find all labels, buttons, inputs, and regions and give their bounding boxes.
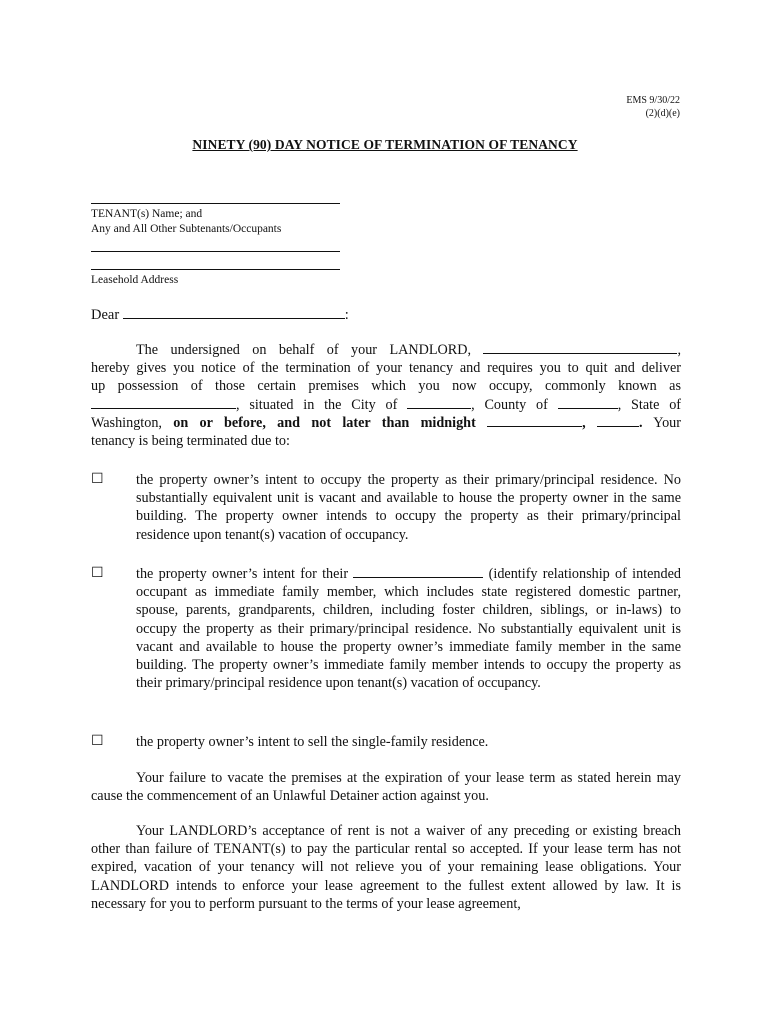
situated-text: , situated in the City of xyxy=(236,396,398,413)
address-line-2[interactable] xyxy=(91,269,340,270)
notice-line-3: up possession of those certain premises which you now occupy, commonly known as xyxy=(91,378,681,395)
dear-text: Dear xyxy=(91,307,120,323)
city-blank[interactable] xyxy=(407,396,471,409)
county-blank[interactable] xyxy=(558,396,618,409)
address-label: Leasehold Address xyxy=(91,274,179,286)
tenant-label xyxy=(91,207,281,237)
deadline-text: on or before, and not later than midnight xyxy=(173,414,476,431)
washington-text: Washington, xyxy=(91,414,162,431)
option-3-checkbox[interactable]: ☐ xyxy=(91,734,104,749)
option-2-start: the property owner’s intent for their xyxy=(136,566,349,582)
landlord-name-blank[interactable] xyxy=(483,341,677,354)
relationship-blank[interactable] xyxy=(353,565,483,578)
notice-line-5 xyxy=(91,414,681,432)
notice-line-2: hereby gives you notice of the termination of your tenancy and requires you to quit and deliver xyxy=(91,360,681,377)
form-code-line-2: (2)(d)(e) xyxy=(645,108,680,119)
deadline-sep: , xyxy=(582,414,586,431)
option-1-checkbox[interactable]: ☐ xyxy=(91,472,104,487)
notice-paragraph xyxy=(91,341,681,450)
deadline-end: . xyxy=(638,414,643,431)
option-2-text xyxy=(136,565,681,692)
tenant-name-line[interactable] xyxy=(91,203,340,204)
salutation xyxy=(91,306,349,324)
option-1-text: the property owner’s intent to occupy the property as their primary/principal residence. No substantially equivalent unit is vacant and available to house the property owner in the same building. The property owner intends to occupy the property as their primary/principal residence upon tenant(s) vacation of occupancy. xyxy=(136,472,681,543)
county-text: , County of xyxy=(471,396,548,413)
tenant-label-line-1: TENANT(s) Name; and xyxy=(91,208,203,220)
your-text: Your xyxy=(653,414,682,431)
notice-line-6: tenancy is being terminated due to: xyxy=(91,433,290,450)
notice-line-4 xyxy=(91,396,681,414)
document-title: NINETY (90) DAY NOTICE OF TERMINATION OF TENANCY xyxy=(192,137,578,152)
notice-intro: The undersigned on behalf of your LANDLORD, xyxy=(136,342,472,358)
deadline-year-blank[interactable] xyxy=(597,414,639,427)
recipient-blank[interactable] xyxy=(123,306,345,319)
colon-text: : xyxy=(344,307,349,323)
notice-line-1 xyxy=(91,341,681,359)
option-2-checkbox[interactable]: ☐ xyxy=(91,566,104,581)
option-3-text: the property owner’s intent to sell the single-family residence. xyxy=(136,734,489,750)
form-code-line-1: EMS 9/30/22 xyxy=(626,95,680,106)
tenant-label-line-2: Any and All Other Subtenants/Occupants xyxy=(91,223,282,235)
option-2-rest: (identify relationship of intended occupant as immediate family member, which includes state registered domestic partner, spouse, parents, grandparents, children, including foster children, siblings, or in-laws) to occupy the property as their primary/principal residence. No substantially equivalent unit is vacant and available to house the property owner’s immediate family member in the same building. The property owner’s immediate family member intends to occupy the property as their primary/principal residence upon tenant(s) vacation of occupancy. xyxy=(136,566,681,692)
failure-paragraph: Your failure to vacate the premises at the expiration of your lease term as stated herein may cause the commencement of an Unlawful Detainer action against you. xyxy=(91,770,681,805)
comma: , xyxy=(677,342,682,358)
deadline-date-blank[interactable] xyxy=(487,414,582,427)
form-code xyxy=(626,94,680,120)
address-blank[interactable] xyxy=(91,396,236,409)
acceptance-paragraph: Your LANDLORD’s acceptance of rent is not a waiver of any preceding or existing breach other than failure of TENANT(s) to pay the particular rental so accepted. If your lease term has not expired, vacation of your tenancy will not relieve you of your remaining lease obligations. Your LANDLORD intends to enforce your lease agreement to the fullest extent allowed by law. It is necessary for you to perform pursuant to the terms of your lease agreement, xyxy=(91,823,681,912)
address-line-1[interactable] xyxy=(91,251,340,252)
state-text: , State of xyxy=(617,396,682,413)
